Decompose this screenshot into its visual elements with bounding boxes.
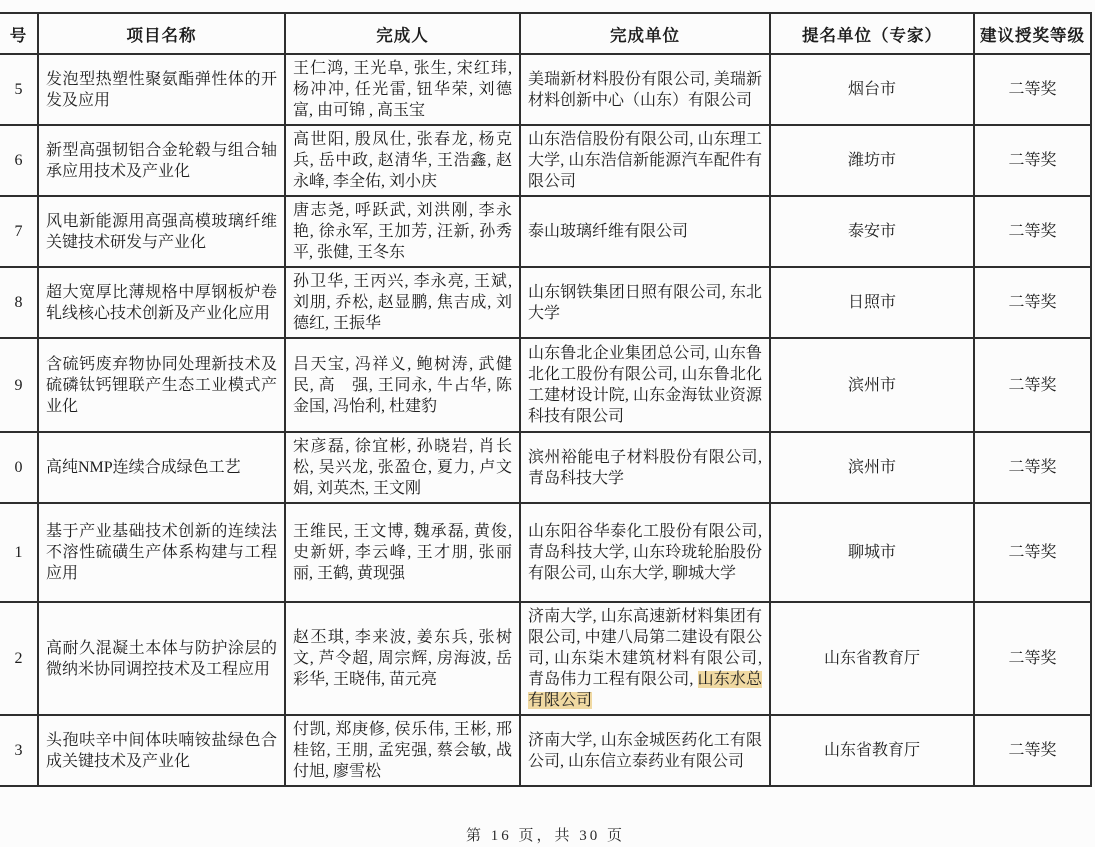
header-project-name: 项目名称 [38,13,285,54]
project-name-cell: 头孢呋辛中间体呋喃铵盐绿色合成关键技术及产业化 [38,715,285,786]
header-award-grade: 建议授奖等级 [974,13,1091,54]
serial-number-cell: 9 [0,338,38,432]
units-cell [520,338,770,432]
serial-number-cell: 0 [0,432,38,503]
serial-number-cell: 5 [0,54,38,125]
project-name-cell: 超大宽厚比薄规格中厚钢板炉卷轧线核心技术创新及产业化应用 [38,267,285,338]
serial-number-cell: 8 [0,267,38,338]
units-cell [520,503,770,602]
units-text: 泰山玻璃纤维有限公司 [528,223,689,240]
completers-cell: 宋彦磊, 徐宜彬, 孙晓岩, 肖长松, 吴兴龙, 张盈仓, 夏力, 卢文娟, 刘英杰, 王文刚 [285,432,520,503]
award-grade-cell: 二等奖 [974,432,1091,503]
award-grade-cell: 二等奖 [974,196,1091,267]
units-cell [520,125,770,196]
completers-cell: 唐志尧, 呼跃武, 刘洪刚, 李永艳, 徐永军, 王加芳, 汪新, 孙秀平, 张健, 王冬东 [285,196,520,267]
project-name-cell: 高耐久混凝土本体与防护涂层的微纳米协同调控技术及工程应用 [38,602,285,715]
units-cell [520,432,770,503]
page-number-footer: 第 16 页，共 30 页 [465,828,625,844]
award-grade-cell: 二等奖 [974,602,1091,715]
units-text: 美瑞新材料股份有限公司, 美瑞新材料创新中心（山东）有限公司 [528,70,762,109]
table-row [0,503,1091,602]
project-name-cell: 基于产业基础技术创新的连续法不溶性硫磺生产体系构建与工程应用 [38,503,285,602]
nominating-unit-cell: 泰安市 [770,196,974,267]
nominating-unit-cell: 山东省教育厅 [770,602,974,715]
units-text: 济南大学, 山东高速新材料集团有限公司, 中建八局第二建设有限公司, 山东柒木建筑材料有限公司, 青岛伟力工程有限公司, [528,608,762,688]
serial-number-cell: 7 [0,196,38,267]
units-cell [520,54,770,125]
table-header-row [0,13,1091,54]
header-nominating-unit: 提名单位（专家） [770,13,974,54]
units-cell [520,267,770,338]
completers-cell: 王维民, 王文博, 魏承磊, 黄俊, 史新妍, 李云峰, 王才朋, 张丽丽, 王鹤, 黄现强 [285,503,520,602]
serial-number-cell: 6 [0,125,38,196]
serial-number-cell: 3 [0,715,38,786]
header-completers: 完成人 [285,13,520,54]
units-cell [520,602,770,715]
completers-cell: 王仁鸿, 王光阜, 张生, 宋红玮, 杨冲冲, 任光雷, 钮华荣, 刘德富, 由可锦 , 高玉宝 [285,54,520,125]
nominating-unit-cell: 聊城市 [770,503,974,602]
nominating-unit-cell: 滨州市 [770,432,974,503]
nominating-unit-cell: 滨州市 [770,338,974,432]
award-grade-cell: 二等奖 [974,503,1091,602]
units-cell [520,715,770,786]
table-row [0,602,1091,715]
serial-number-cell: 1 [0,503,38,602]
award-grade-cell: 二等奖 [974,338,1091,432]
header-serial-number: 号 [0,13,38,54]
nominating-unit-cell: 山东省教育厅 [770,715,974,786]
award-grade-cell: 二等奖 [974,54,1091,125]
table-row [0,54,1091,125]
nominating-unit-cell: 烟台市 [770,54,974,125]
units-text: 山东钢铁集团日照有限公司, 东北大学 [528,283,762,322]
project-name-cell: 含硫钙废弃物协同处理新技术及硫磷钛钙锂联产生态工业模式产业化 [38,338,285,432]
project-name-cell: 风电新能源用高强高模玻璃纤维关键技术研发与产业化 [38,196,285,267]
table-row [0,715,1091,786]
project-name-cell: 高纯NMP连续合成绿色工艺 [38,432,285,503]
units-highlighted-text: 山东水总有限公司 [528,671,762,709]
award-grade-cell: 二等奖 [974,715,1091,786]
project-name-cell: 新型高强韧铝合金轮毂与组合轴承应用技术及产业化 [38,125,285,196]
completers-cell: 付凯, 郑庚修, 侯乐伟, 王彬, 邢桂铭, 王朋, 孟宪强, 蔡会敏, 战付旭, 廖雪松 [285,715,520,786]
units-text: 济南大学, 山东金城医药化工有限公司, 山东信立泰药业有限公司 [528,731,762,770]
completers-cell: 赵丕琪, 李来波, 姜东兵, 张树文, 芦令超, 周宗辉, 房海波, 岳彩华, 王晓伟, 苗元亮 [285,602,520,715]
completers-cell: 高世阳, 殷凤仕, 张春龙, 杨克兵, 岳中政, 赵清华, 王浩鑫, 赵永峰, 李全佑, 刘小庆 [285,125,520,196]
table-row [0,267,1091,338]
table-body [0,54,1091,786]
units-text: 山东鲁北企业集团总公司, 山东鲁北化工股份有限公司, 山东鲁北化工建材设计院, 山东金海钛业资源科技有限公司 [528,345,762,425]
award-grade-cell: 二等奖 [974,267,1091,338]
units-text: 山东阳谷华泰化工股份有限公司, 青岛科技大学, 山东玲珑轮胎股份有限公司, 山东大学, 聊城大学 [528,523,762,582]
serial-number-cell: 2 [0,602,38,715]
units-cell [520,196,770,267]
nominating-unit-cell: 日照市 [770,267,974,338]
table-row [0,125,1091,196]
nominating-unit-cell: 潍坊市 [770,125,974,196]
table-row [0,196,1091,267]
table-row [0,338,1091,432]
table-row [0,432,1091,503]
award-grade-cell: 二等奖 [974,125,1091,196]
completers-cell: 孙卫华, 王丙兴, 李永亮, 王斌, 刘朋, 乔松, 赵显鹏, 焦吉成, 刘德红, 王振华 [285,267,520,338]
units-text: 滨州裕能电子材料股份有限公司, 青岛科技大学 [528,448,762,487]
header-completing-units: 完成单位 [520,13,770,54]
project-name-cell: 发泡型热塑性聚氨酯弹性体的开发及应用 [38,54,285,125]
award-table [0,12,1092,787]
completers-cell: 吕天宝, 冯祥义, 鲍树涛, 武健民, 高 强, 王同永, 牛占华, 陈金国, 冯怡利, 杜建豹 [285,338,520,432]
units-text: 山东浩信股份有限公司, 山东理工大学, 山东浩信新能源汽车配件有限公司 [528,131,762,190]
